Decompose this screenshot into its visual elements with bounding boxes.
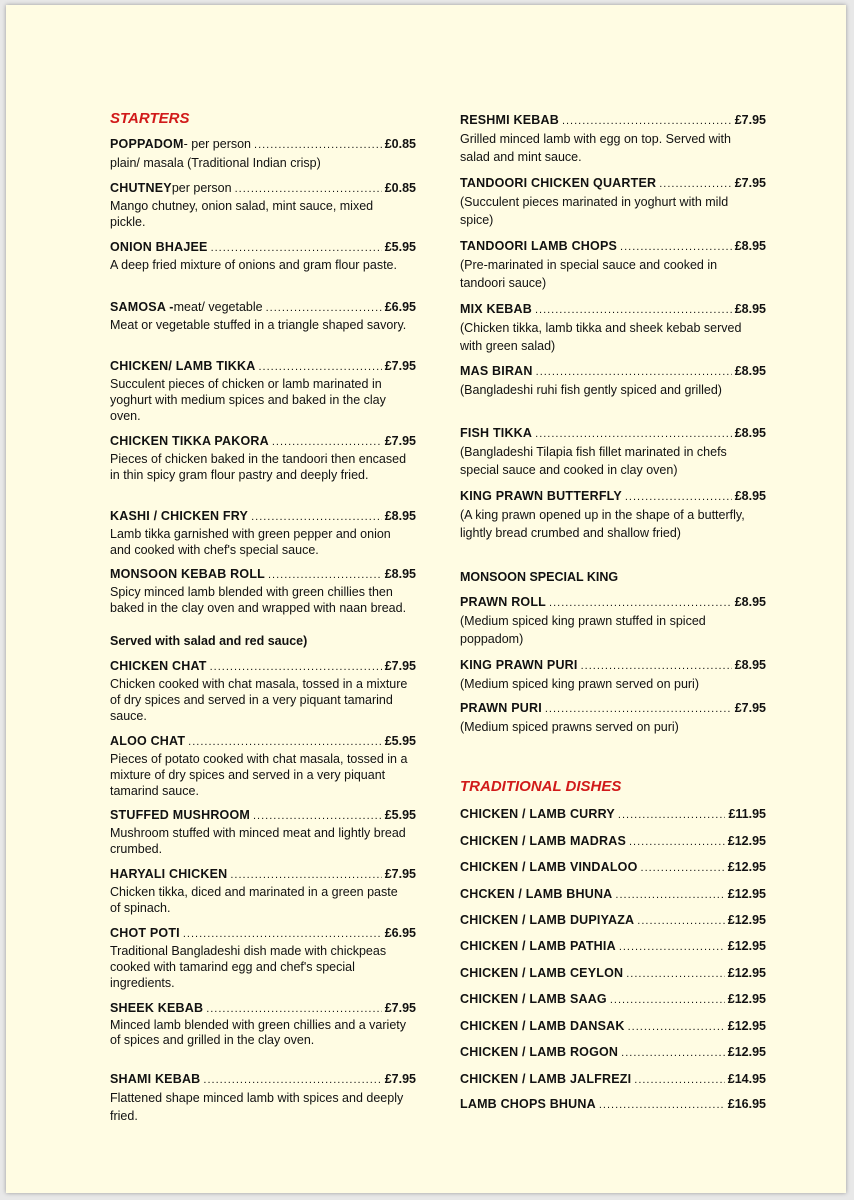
item-price: £12.95	[727, 860, 766, 874]
monsoon-special-heading: MONSOON SPECIAL KING	[460, 570, 619, 584]
item-price: £0.85	[384, 181, 416, 195]
leader-dots	[254, 137, 382, 153]
item-price: £7.95	[734, 113, 766, 127]
menu-item-chutney	[110, 180, 416, 230]
item-price: £12.95	[727, 992, 766, 1006]
item-name: POPPADOM	[110, 137, 184, 151]
menu-item-haryali-chicken	[110, 866, 416, 916]
item-name: KING PRAWN PURI	[460, 658, 578, 672]
item-name: CHICKEN / LAMB SAAG	[460, 992, 607, 1006]
menu-item-tandoori-lamb-chops	[460, 238, 766, 292]
item-description: (Bangladeshi Tilapia fish fillet marinated in chefs special sauce and cooked in clay oven)	[460, 445, 727, 477]
leader-dots	[619, 939, 725, 955]
menu-item-chicken-lamb-saag	[460, 991, 766, 1008]
item-name: SHAMI KEBAB	[110, 1072, 201, 1086]
item-name: CHICKEN / LAMB JALFREZI	[460, 1072, 632, 1086]
menu-item-king-prawn-puri	[460, 657, 766, 693]
item-name: CHOT POTI	[110, 926, 180, 940]
item-price: £0.85	[384, 137, 416, 151]
menu-item-chicken-lamb-rogon	[460, 1044, 766, 1061]
item-description: Lamb tikka garnished with green pepper and onion and cooked with chef's special sauce.	[110, 527, 391, 557]
leader-dots	[634, 1072, 725, 1088]
item-price: £8.95	[384, 567, 416, 581]
leader-dots	[258, 359, 381, 375]
item-description: plain/ masala (Traditional Indian crisp)	[110, 156, 321, 170]
item-name: CHICKEN / LAMB VINDALOO	[460, 860, 638, 874]
leader-dots	[549, 595, 732, 611]
item-name: CHICKEN / LAMB CEYLON	[460, 966, 624, 980]
leader-dots	[599, 1097, 725, 1113]
item-description: (A king prawn opened up in the shape of a butterfly, lightly bread crumbed and shallow fried)	[460, 508, 745, 540]
leader-dots	[625, 489, 732, 505]
leader-dots	[628, 1019, 725, 1035]
item-price: £8.95	[734, 239, 766, 253]
menu-item-chicken-lamb-pathia	[460, 938, 766, 955]
item-sub: meat/ vegetable	[173, 300, 263, 314]
item-price: £7.95	[384, 1001, 416, 1015]
item-name: HARYALI CHICKEN	[110, 867, 228, 881]
item-name: MAS BIRAN	[460, 364, 533, 378]
leader-dots	[183, 926, 382, 942]
menu-item-tandoori-chicken-quarter	[460, 175, 766, 229]
item-price: £7.95	[384, 1072, 416, 1086]
leader-dots	[188, 734, 382, 750]
item-description: (Chicken tikka, lamb tikka and sheek kebab served with green salad)	[460, 321, 742, 353]
item-description: Chicken cooked with chat masala, tossed in a mixture of dry spices and served in a very piquant tamarind sauce.	[110, 677, 408, 723]
item-price: £5.95	[384, 240, 416, 254]
item-description: Succulent pieces of chicken or lamb marinated in yoghurt with medium spices and baked in the clay oven.	[110, 377, 386, 423]
leader-dots	[535, 426, 732, 442]
leader-dots	[203, 1072, 381, 1088]
item-name: ALOO CHAT	[110, 734, 186, 748]
item-description: (Medium spiced king prawn stuffed in spiced poppadom)	[460, 614, 706, 646]
item-description: (Medium spiced prawns served on puri)	[460, 720, 679, 734]
item-price: £12.95	[727, 1019, 766, 1033]
item-name: CHICKEN CHAT	[110, 659, 207, 673]
leader-dots	[268, 567, 382, 583]
menu-item-chicken-lamb-dupiyaza	[460, 912, 766, 929]
item-name: SAMOSA -	[110, 300, 174, 314]
item-description: Mango chutney, onion salad, mint sauce, mixed pickle.	[110, 199, 374, 229]
item-price: £7.95	[384, 434, 416, 448]
item-name: CHICKEN / LAMB DUPIYAZA	[460, 913, 635, 927]
leader-dots	[210, 659, 382, 675]
item-price: £12.95	[727, 913, 766, 927]
item-description: A deep fried mixture of onions and gram flour paste.	[110, 258, 397, 272]
menu-item-prawn-roll	[460, 594, 766, 648]
menu-item-stuffed-mushroom	[110, 807, 416, 857]
leader-dots	[266, 300, 382, 316]
item-description: Meat or vegetable stuffed in a triangle shaped savory.	[110, 318, 407, 332]
leader-dots	[621, 1045, 725, 1061]
item-price: £8.95	[734, 595, 766, 609]
leader-dots	[535, 302, 732, 318]
item-name: CHICKEN / LAMB DANSAK	[460, 1019, 625, 1033]
leader-dots	[581, 658, 732, 674]
item-price: £8.95	[384, 509, 416, 523]
leader-dots	[230, 867, 381, 883]
kebab-roll-note: Served with salad and red sauce)	[110, 634, 308, 648]
leader-dots	[562, 113, 732, 129]
menu-item-chicken-lamb-madras	[460, 833, 766, 850]
item-price: £6.95	[384, 300, 416, 314]
item-price: £7.95	[384, 359, 416, 373]
menu-item-chot-poti	[110, 925, 416, 991]
menu-item-chicken-lamb-tikka	[110, 358, 416, 424]
leader-dots	[272, 434, 382, 450]
item-price: £7.95	[384, 659, 416, 673]
leader-dots	[659, 176, 731, 192]
menu-item-chicken-lamb-dansak	[460, 1018, 766, 1035]
item-price: £8.95	[734, 426, 766, 440]
leader-dots	[610, 992, 725, 1008]
item-description: (Pre-marinated in special sauce and cooked in tandoori sauce)	[460, 258, 718, 290]
item-description: Flattened shape minced lamb with spices and deeply fried.	[110, 1091, 404, 1123]
menu-item-mix-kebab	[460, 301, 766, 355]
leader-dots	[637, 913, 724, 929]
item-name: CHICKEN / LAMB ROGON	[460, 1045, 619, 1059]
item-name: CHICKEN/ LAMB TIKKA	[110, 359, 256, 373]
menu-item-reshmi-kebab	[460, 112, 766, 166]
menu-item-onion-bhajee	[110, 239, 416, 273]
item-sub: - per person	[183, 137, 252, 151]
item-name: CHICKEN TIKKA PAKORA	[110, 434, 269, 448]
item-name: LAMB CHOPS BHUNA	[460, 1097, 596, 1111]
item-name: CHICKEN / LAMB PATHIA	[460, 939, 616, 953]
item-name: PRAWN PURI	[460, 701, 542, 715]
item-description: (Medium spiced king prawn served on puri)	[460, 677, 699, 691]
item-name: MONSOON KEBAB ROLL	[110, 567, 265, 581]
item-price: £5.95	[384, 734, 416, 748]
item-description: Minced lamb blended with green chillies and a variety of spices and grilled in the clay oven.	[110, 1018, 406, 1047]
leader-dots	[235, 181, 382, 197]
item-name: CHUTNEY	[110, 181, 172, 195]
item-price: £7.95	[384, 867, 416, 881]
item-price: £8.95	[734, 489, 766, 503]
menu-item-chicken-lamb-vindaloo	[460, 859, 766, 876]
item-description: (Succulent pieces marinated in yoghurt with mild spice)	[460, 195, 729, 227]
item-name: KASHI / CHICKEN FRY	[110, 509, 249, 523]
leader-dots	[251, 509, 382, 525]
item-price: £14.95	[727, 1072, 766, 1086]
leader-dots	[545, 701, 732, 717]
menu-item-mas-biran	[460, 363, 766, 399]
menu-item-sheek-kebab	[110, 1000, 416, 1048]
item-name: CHCKEN / LAMB BHUNA	[460, 887, 613, 901]
menu-item-chicken-lamb-bhuna	[460, 886, 766, 903]
menu-item-chicken-tikka-pakora	[110, 433, 416, 483]
item-price: £12.95	[727, 966, 766, 980]
item-description: Spicy minced lamb blended with green chillies then baked in the clay oven and wrapped with naan bread.	[110, 585, 407, 615]
item-description: Traditional Bangladeshi dish made with chickpeas cooked with tamarind egg and chef's special ingredients.	[110, 944, 387, 990]
menu-item-lamb-chops-bhuna	[460, 1096, 766, 1113]
menu-item-king-prawn-butterfly	[460, 488, 766, 542]
item-name: ONION BHAJEE	[110, 240, 208, 254]
item-name: STUFFED MUSHROOM	[110, 808, 250, 822]
leader-dots	[618, 807, 726, 823]
leader-dots	[211, 240, 382, 256]
item-description: (Bangladeshi ruhi fish gently spiced and grilled)	[460, 383, 722, 397]
item-description: Mushroom stuffed with minced meat and lightly bread crumbed.	[110, 826, 406, 856]
leader-dots	[615, 887, 724, 903]
item-name: FISH TIKKA	[460, 426, 533, 440]
item-description: Grilled minced lamb with egg on top. Served with salad and mint sauce.	[460, 132, 731, 164]
item-price: £8.95	[734, 302, 766, 316]
leader-dots	[626, 966, 725, 982]
item-description: Pieces of potato cooked with chat masala, tossed in a mixture of dry spices and served in a very piquant tamarind sauce.	[110, 752, 408, 798]
item-name: CHICKEN / LAMB CURRY	[460, 807, 615, 821]
leader-dots	[629, 834, 725, 850]
item-name: TANDOORI CHICKEN QUARTER	[460, 176, 657, 190]
leader-dots	[536, 364, 732, 380]
menu-item-samosa	[110, 299, 416, 333]
leader-dots	[641, 860, 725, 876]
menu-item-chicken-lamb-ceylon	[460, 965, 766, 982]
item-name: CHICKEN / LAMB MADRAS	[460, 834, 626, 848]
menu-item-kashi-chicken-fry	[110, 508, 416, 558]
item-price: £12.95	[727, 887, 766, 901]
menu-page	[6, 5, 846, 1193]
item-name: SHEEK KEBAB	[110, 1001, 204, 1015]
item-price: £11.95	[728, 807, 766, 821]
starters-title: STARTERS	[110, 110, 190, 127]
item-price: £12.95	[727, 834, 766, 848]
menu-item-aloo-chat	[110, 733, 416, 799]
item-price: £12.95	[727, 939, 766, 953]
menu-item-poppadom	[110, 136, 416, 172]
menu-item-shami-kebab	[110, 1071, 416, 1125]
item-price: £6.95	[384, 926, 416, 940]
leader-dots	[253, 808, 382, 824]
menu-item-chicken-chat	[110, 658, 416, 724]
menu-item-monsoon-kebab-roll	[110, 566, 416, 616]
traditional-dishes-title: TRADITIONAL DISHES	[460, 778, 622, 795]
item-price: £12.95	[727, 1045, 766, 1059]
menu-item-fish-tikka	[460, 425, 766, 479]
item-sub: per person	[171, 181, 232, 195]
item-name: TANDOORI LAMB CHOPS	[460, 239, 618, 253]
leader-dots	[620, 239, 732, 255]
item-price: £8.95	[734, 658, 766, 672]
menu-item-prawn-puri	[460, 700, 766, 736]
item-name: KING PRAWN BUTTERFLY	[460, 489, 622, 503]
leader-dots	[206, 1001, 382, 1017]
menu-item-chicken-lamb-curry	[460, 806, 766, 823]
menu-item-chicken-lamb-jalfrezi	[460, 1071, 766, 1088]
item-price: £7.95	[734, 701, 766, 715]
item-price: £16.95	[727, 1097, 766, 1111]
item-name: RESHMI KEBAB	[460, 113, 559, 127]
item-description: Chicken tikka, diced and marinated in a green paste of spinach.	[110, 885, 398, 915]
item-name: PRAWN ROLL	[460, 595, 547, 609]
item-price: £5.95	[384, 808, 416, 822]
item-price: £8.95	[734, 364, 766, 378]
item-description: Pieces of chicken baked in the tandoori then encased in thin spicy gram flour pastry and deeply fried.	[110, 452, 407, 482]
item-price: £7.95	[734, 176, 766, 190]
item-name: MIX KEBAB	[460, 302, 532, 316]
